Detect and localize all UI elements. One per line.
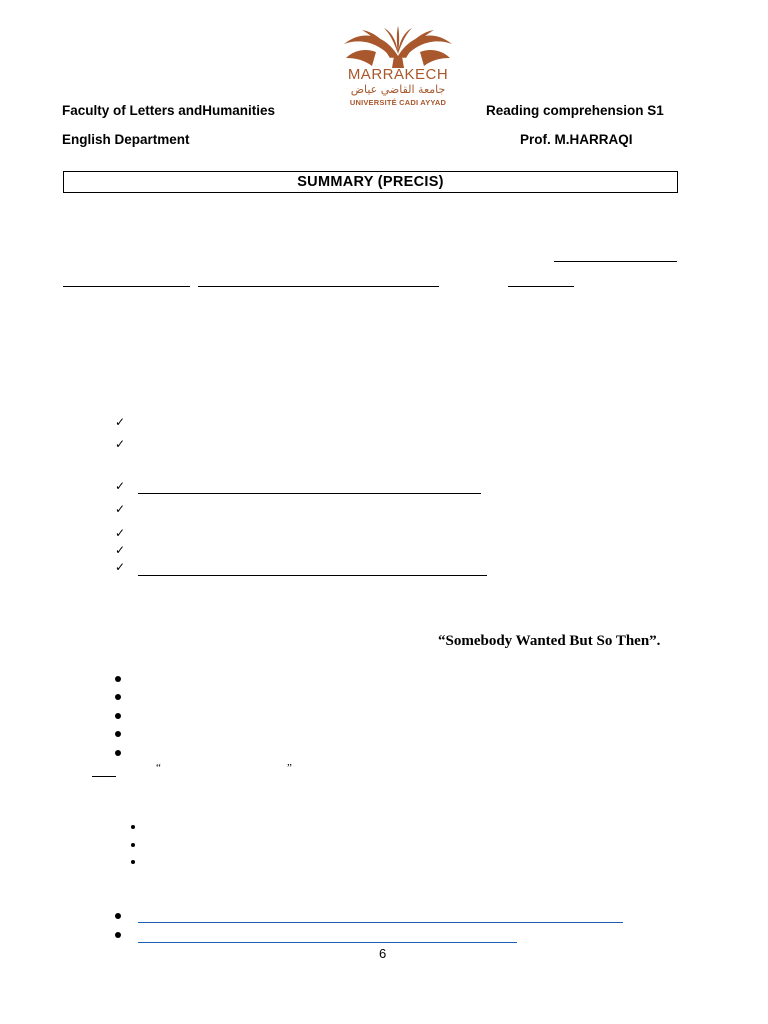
professor-label: Prof. M.HARRAQI <box>520 132 633 147</box>
bullet-icon <box>115 932 121 938</box>
check-icon: ✓ <box>115 437 126 451</box>
check-icon: ✓ <box>115 543 126 557</box>
open-quote-mark: “ <box>156 762 161 774</box>
bullet-icon <box>115 694 121 700</box>
check-icon: ✓ <box>115 479 126 493</box>
check-icon: ✓ <box>115 526 126 540</box>
bullet-icon <box>131 825 135 829</box>
bullet-icon <box>115 676 121 682</box>
link-underline[interactable] <box>138 922 623 923</box>
page-number: 6 <box>379 946 387 961</box>
bullet-icon <box>115 731 121 737</box>
faculty-label: Faculty of Letters andHumanities <box>62 103 276 118</box>
check-icon: ✓ <box>115 415 126 429</box>
course-label: Reading comprehension S1 <box>486 103 664 118</box>
underline-rule <box>554 261 677 262</box>
underline-rule <box>63 286 190 287</box>
page-title: SUMMARY (PRECIS) <box>63 171 678 193</box>
bullet-icon <box>131 843 135 847</box>
close-quote-mark: ” <box>287 762 292 774</box>
department-label: English Department <box>62 132 190 147</box>
logo-subtitle: UNIVERSITÉ CADI AYYAD <box>349 98 447 107</box>
check-icon: ✓ <box>115 502 126 516</box>
bullet-icon <box>115 913 121 919</box>
strategy-quote: “Somebody Wanted But So Then”. <box>438 633 661 649</box>
logo-name: MARRAKECH <box>347 66 449 83</box>
underline-rule <box>138 575 487 576</box>
bullet-icon <box>115 713 121 719</box>
link-underline[interactable] <box>138 942 517 943</box>
bullet-icon <box>131 860 135 864</box>
bullet-icon <box>115 750 121 756</box>
underline-rule <box>198 286 439 287</box>
underline-rule <box>92 776 116 777</box>
underline-rule <box>508 286 574 287</box>
check-icon: ✓ <box>115 560 126 574</box>
underline-rule <box>138 493 481 494</box>
logo-arabic-name: جامعة القاضي عياض <box>350 83 446 96</box>
